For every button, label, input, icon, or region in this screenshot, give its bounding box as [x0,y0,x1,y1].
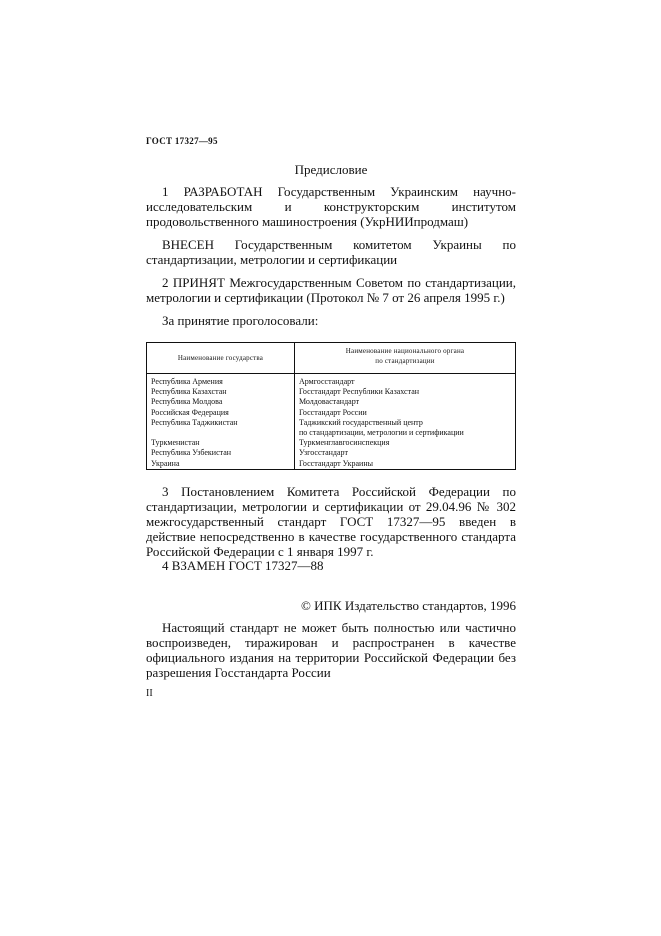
paragraph-submitted: ВНЕСЕН Государственным комитетом Украины по стандартизации, метрологии и сертификации [146,237,516,267]
header-body-line1: Наименование национального органа [345,347,465,355]
table-header [147,343,515,374]
paragraph-voted: За принятие проголосовали: [162,313,319,328]
table-cell-body: Узгосстандарт [299,448,348,458]
table-cell-state: Украина [151,458,180,468]
table-cell-body: Госстандарт Республики Казахстан [299,387,420,397]
table-cell-body: Госстандарт Украины [299,458,373,468]
table-cell-state [151,428,291,438]
header-body-line2: по стандартизации [375,357,435,365]
states-column [151,377,291,469]
paragraph-adopted: 2 ПРИНЯТ Межгосударственным Советом по стандартизации, метрологии и сертификации (Протокол № 7 от 26 апреля 1995 г.) [146,275,516,305]
header-state: Наименование государства [147,343,295,373]
paragraph-developed: 1 РАЗРАБОТАН Государственным Украинским научно-исследовательским и конструкторским институтом продовольственного машиностроения (УкрНИИпродмаш) [146,184,516,229]
header-body [295,346,515,366]
table-cell-state: Республика Армения [151,377,223,386]
paragraph-replaces: 4 ВЗАМЕН ГОСТ 17327—88 [162,558,324,573]
document-code: ГОСТ 17327—95 [146,136,218,146]
section-title: Предисловие [294,162,368,177]
table-cell-body: Госстандарт России [299,407,367,417]
table-cell-state: Российская Федерация [151,407,229,417]
table-cell-state: Республика Узбекистан [151,448,232,458]
table-cell-body: Армгосстандарт [299,377,355,386]
table-cell-body: по стандартизации, метрологии и сертификации [299,427,464,437]
table-cell-state: Республика Молдова [151,397,223,407]
bodies-column [299,377,514,469]
table-cell-body: Таджикский государственный центр [299,417,423,427]
table-cell-state: Республика Казахстан [151,387,227,397]
paragraph-rights: Настоящий стандарт не может быть полностью или частично воспроизведен, тиражирован и распространен в качестве официального издания на территории Российской Федерации без разрешения Госстандарта России [146,620,516,680]
table-cell-body: Молдовастандарт [299,397,360,407]
paragraph-enacted: 3 Постановлением Комитета Российской Федерации по стандартизации, метрологии и сертификации от 29.04.96 № 302 межгосударственный стандарт ГОСТ 17327—95 введен в действие непосредственно в качестве государственного стандарта Российской Федерации с 1 января 1997 г. [146,484,516,559]
copyright-line: © ИПК Издательство стандартов, 1996 [301,598,516,613]
table-cell-body: Туркменглавгосинспекция [299,438,390,448]
table-cell-state: Туркменистан [151,438,200,448]
voting-table [146,342,516,470]
page-number: II [146,688,153,699]
table-cell-state: Республика Таджикистан [151,417,238,427]
column-divider [294,373,295,469]
